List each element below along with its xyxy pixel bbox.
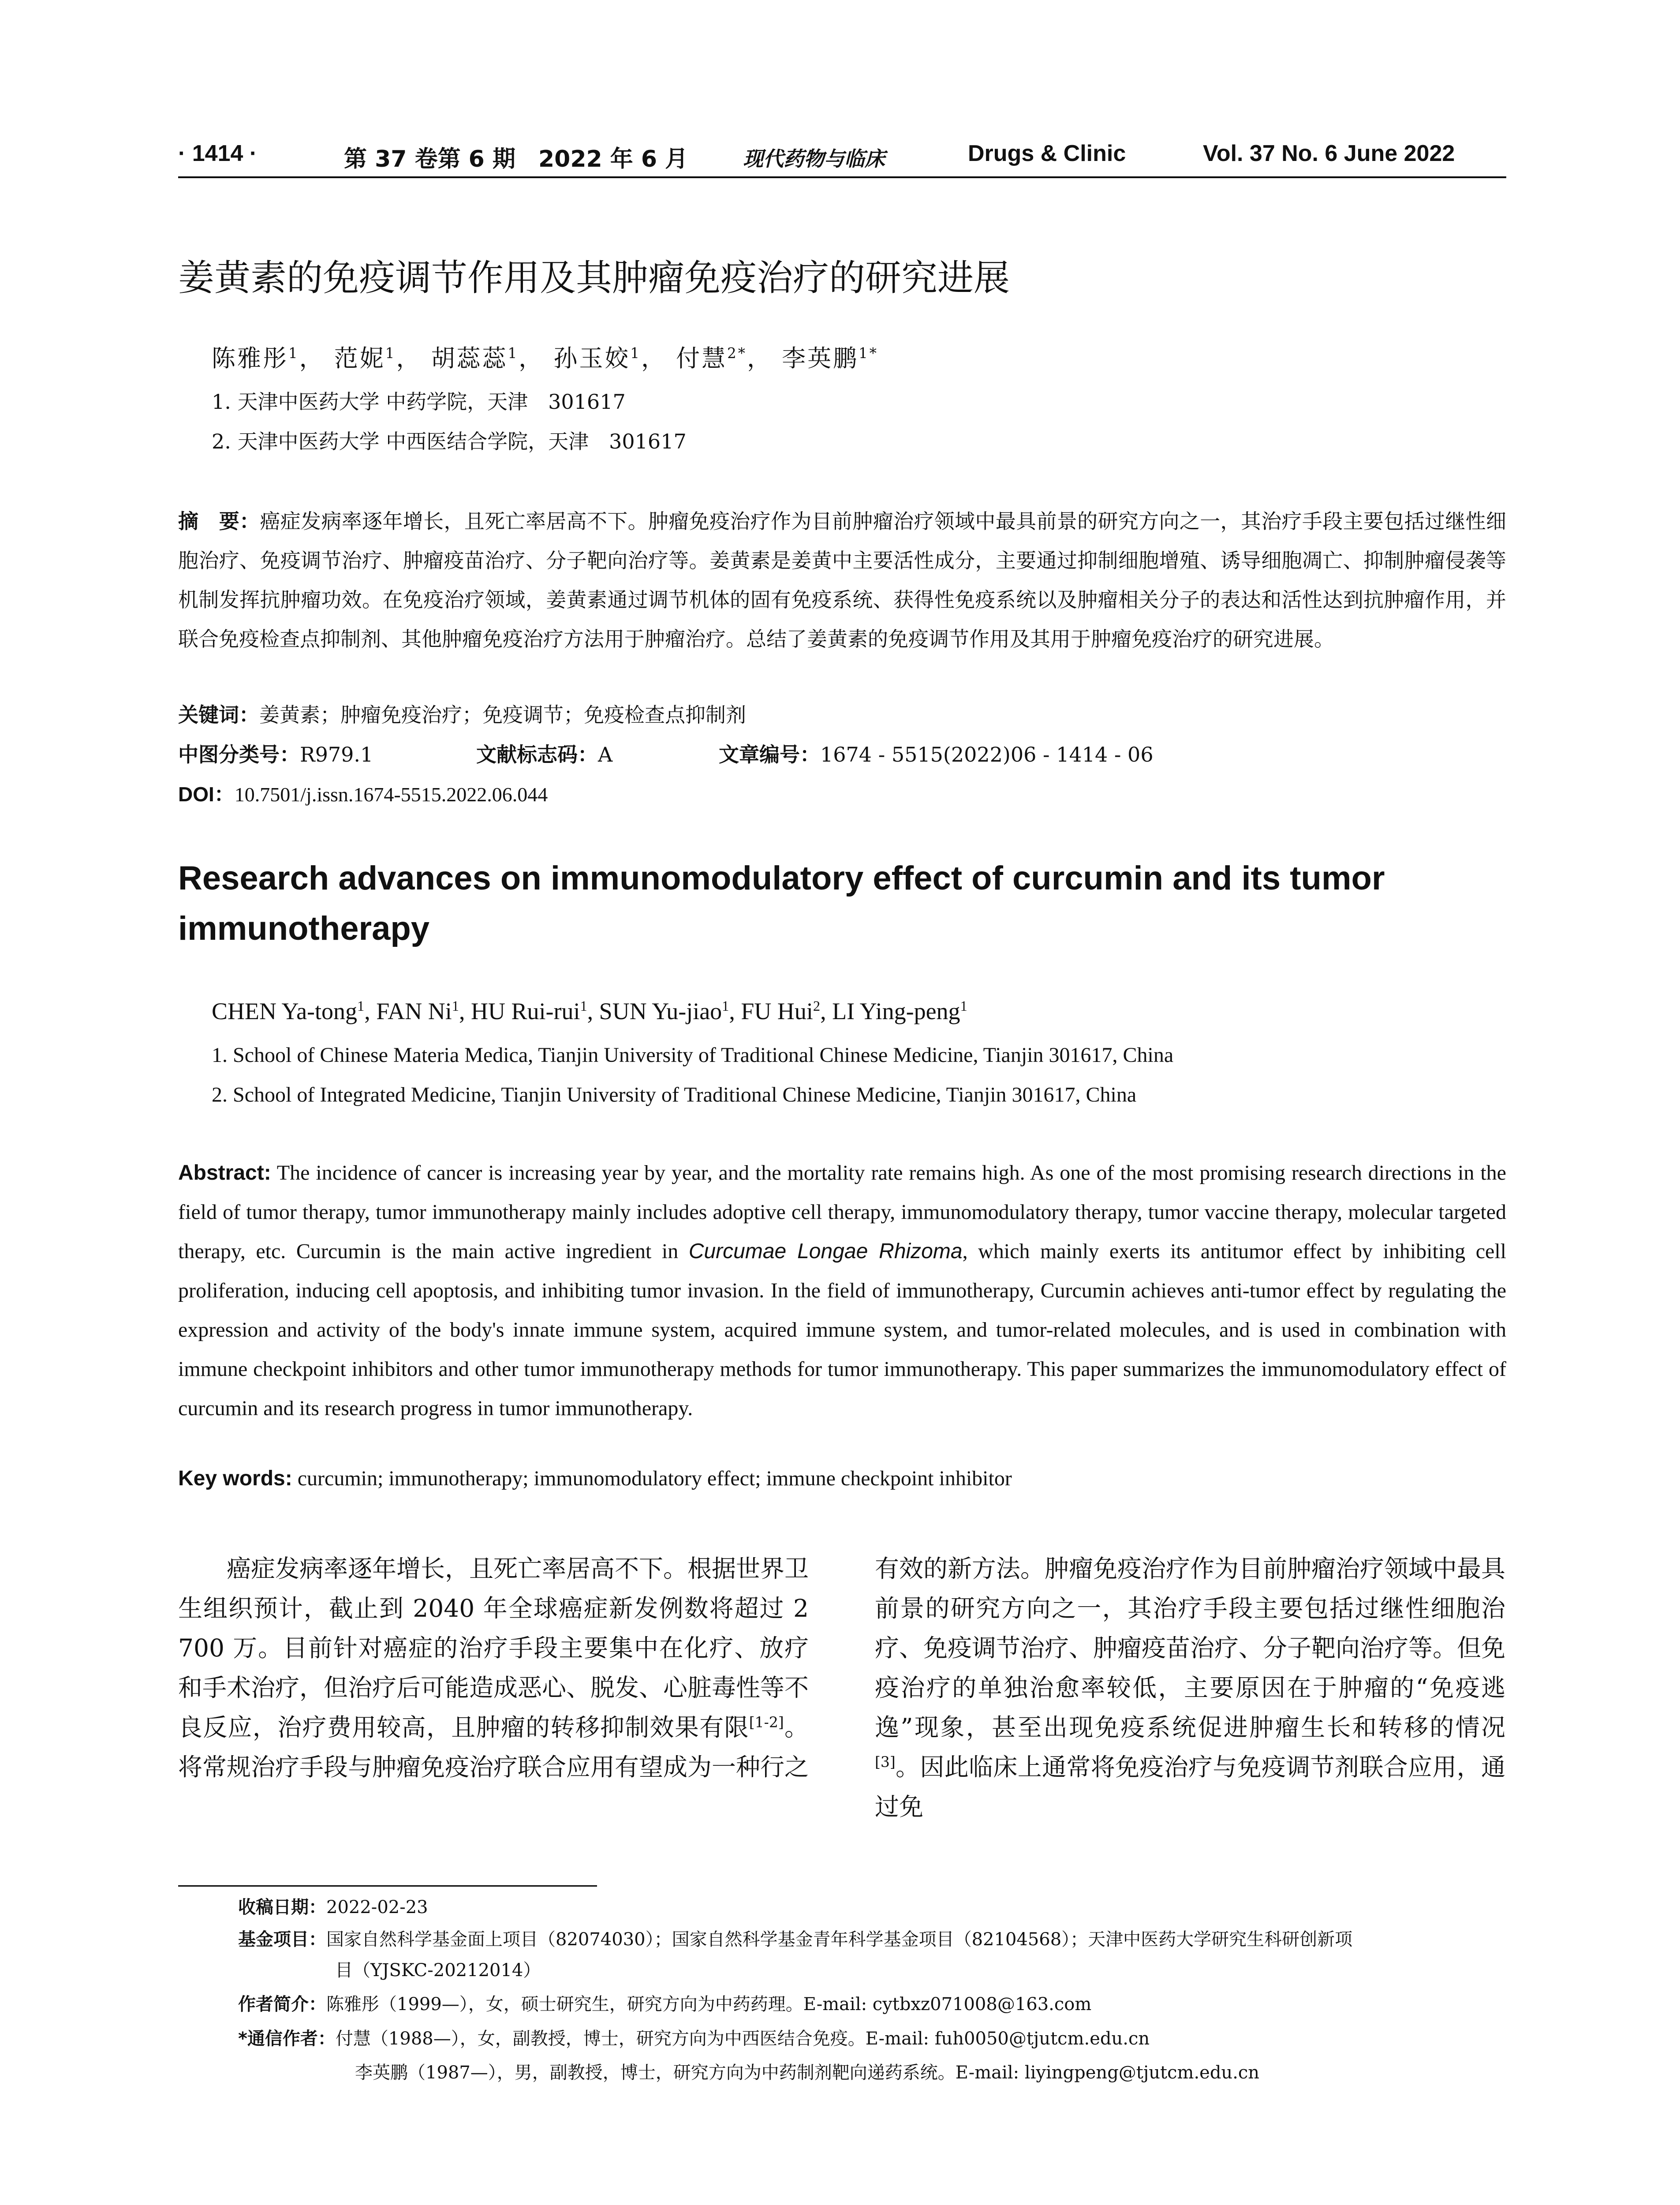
article-number-value: 1674 - 5515(2022)06 - 1414 - 06 xyxy=(820,743,1154,766)
article-number-label: 文章编号： xyxy=(719,743,820,766)
doi-value[interactable]: 10.7501/j.issn.1674-5515.2022.06.044 xyxy=(234,783,548,806)
page-number: · 1414 · xyxy=(178,141,258,166)
citation-ref[interactable]: [1-2] xyxy=(749,1713,784,1731)
author-affil-mark: 1* xyxy=(859,345,878,362)
author-info-value: 陈雅彤（1999—），女，硕士研究生，研究方向为中药药理。E-mail: cytbxz071008@163.com xyxy=(326,1994,1092,2014)
abstract-en-text-2: , which mainly exerts its antitumor effect by inhibiting cell proliferation, inducing cell apoptosis, and inhibiting tumor invasion. In the field of immunotherapy, Curcumin achieves anti-tumor effect by regulating the expression and activity of the body's innate immune system, acquired immune system, and tumor-related molecules, and is used in combination with immune checkpoint inhibitors and other tumor immunotherapy methods for tumor immunotherapy. This paper summarizes the immunomodulatory effect of curcumin and its research progress in tumor immunotherapy. xyxy=(178,1240,1507,1420)
doc-code-label: 文献标志码： xyxy=(476,743,598,766)
abstract-en-text-1: The incidence of cancer is increasing year by year, and the mortality rate remains high. As one of the most promising research directions in the field of tumor therapy, tumor immunotherapy mainly includes adoptive cell therapy, immunomodulatory therapy, tumor vaccine therapy, molecular targeted therapy, etc. Curcumin is the main active ingredient in xyxy=(178,1161,1506,1263)
keywords-en xyxy=(178,1466,1012,1491)
author-name: LI Ying-peng xyxy=(832,998,960,1024)
author-name: 范妮 xyxy=(334,344,385,372)
author-name: 付慧 xyxy=(676,344,728,372)
affiliation-en-1: 1. School of Chinese Materia Medica, Tianjin University of Traditional Chinese Medicine, Tianjin 301617, China xyxy=(212,1043,1174,1067)
author-name: CHEN Ya-tong xyxy=(212,998,358,1024)
body-left-text-2: 。将常规治疗手段与肿瘤免疫治疗联合应用有望成为一种行之 xyxy=(178,1713,809,1781)
corresponding-2: 李英鹏（1987—），男，副教授，博士，研究方向为中药制剂靶向递药系统。E-mail: liyingpeng@tjutcm.edu.cn xyxy=(355,2063,1260,2083)
author-affil-mark: 2* xyxy=(727,345,747,362)
author-name: FAN Ni xyxy=(376,998,452,1024)
author-name: 李英鹏 xyxy=(782,344,859,372)
author-affil-mark: 1 xyxy=(288,345,299,362)
abstract-en-italic-term: Curcumae Longae Rhizoma xyxy=(688,1240,963,1263)
authors-cn: 陈雅彤$^1$， 范妮$^1$， 胡蕊蕊$^1$， 孙玉姣$^1$， 付慧$^{2*}$， 李英鹏$^{1*}$ xyxy=(212,344,878,372)
keywords-cn-text: 姜黄素；肿瘤免疫治疗；免疫调节；免疫检查点抑制剂 xyxy=(259,703,746,727)
authors-en: CHEN Ya-tong$^1$, FAN Ni$^1$, HU Rui-rui$^1$, SUN Yu-jiao$^1$, FU Hui$^2$, LI Ying-peng$^1$ xyxy=(212,998,967,1024)
author-affil-mark: 1 xyxy=(385,345,396,362)
doc-code-line xyxy=(476,739,612,768)
classification-line xyxy=(178,739,373,768)
author-name: FU Hui xyxy=(741,998,813,1024)
received-label: 收稿日期： xyxy=(238,1897,326,1917)
header-rule xyxy=(178,176,1506,178)
author-name: SUN Yu-jiao xyxy=(599,998,722,1024)
abstract-en-label: Abstract: xyxy=(178,1161,271,1185)
author-affil-mark: 1 xyxy=(357,998,365,1014)
article-title-en: Research advances on immunomodulatory effect of curcumin and its tumor immunotherapy xyxy=(178,860,1385,947)
footnote-corresponding xyxy=(238,2023,1150,2054)
footnote-fund xyxy=(238,1924,1352,1955)
author-affil-mark: 1 xyxy=(452,998,459,1014)
doc-code-value: A xyxy=(598,743,613,766)
clc-label: 中图分类号： xyxy=(178,743,300,766)
corresponding-1: 付慧（1988—），女，副教授，博士，研究方向为中西医结合免疫。E-mail: fuh0050@tjutcm.edu.cn xyxy=(335,2029,1150,2049)
author-affil-mark: 1 xyxy=(960,998,967,1014)
author-info-label: 作者简介： xyxy=(238,1994,326,2014)
article-number-line xyxy=(719,739,1154,768)
abstract-cn-label: 摘 要： xyxy=(178,509,260,533)
body-right-text-1: 有效的新方法。肿瘤免疫治疗作为目前肿瘤治疗领域中最具前景的研究方向之一，其治疗手段主要包括过继性细胞治疗、免疫调节治疗、肿瘤疫苗治疗、分子靶向治疗等。但免疫治疗的单独治愈率较低，主要原因在于肿瘤的“免疫逃逸”现象，甚至出现免疫系统促进肿瘤生长和转移的情况 xyxy=(875,1555,1506,1742)
clc-value: R979.1 xyxy=(300,743,373,766)
issue-en: Vol. 37 No. 6 June 2022 xyxy=(1203,141,1455,166)
doi-label: DOI： xyxy=(178,783,235,806)
keywords-en-text: curcumin; immunotherapy; immunomodulatory effect; immune checkpoint inhibitor xyxy=(297,1467,1012,1490)
keywords-en-label: Key words: xyxy=(178,1467,292,1490)
body-left-text-1: 癌症发病率逐年增长，且死亡率居高不下。根据世界卫生组织预计，截止到 2040 年全球癌症新发例数将超过 2 700 万。目前针对癌症的治疗手段主要集中在化疗、放疗和手术治疗，但治疗后可能造成恶心、脱发、心脏毒性等不良反应，治疗费用较高，且肿瘤的转移抑制效果有限 xyxy=(178,1555,809,1742)
footnote-received xyxy=(238,1892,428,1923)
issue-cn: 第 37 卷第 6 期 2022 年 6 月 xyxy=(344,146,688,172)
footnote-author xyxy=(238,1989,1091,2020)
journal-name-cn: 现代药物与临床 xyxy=(743,147,885,171)
author-name: 胡蕊蕊 xyxy=(431,344,508,372)
fund-label: 基金项目： xyxy=(238,1929,326,1950)
affiliation-cn-2: 2. 天津中医药大学 中西医结合学院，天津 301617 xyxy=(212,430,687,453)
author-name: HU Rui-rui xyxy=(470,998,580,1024)
author-affil-mark: 1 xyxy=(630,345,641,362)
author-affil-mark: 1 xyxy=(508,345,519,362)
affiliation-en-2: 2. School of Integrated Medicine, Tianjin University of Traditional Chinese Medicine, Tianjin 301617, China xyxy=(212,1083,1137,1106)
received-value: 2022-02-23 xyxy=(326,1897,428,1917)
author-name: 孙玉姣 xyxy=(553,344,631,372)
body-column-left xyxy=(178,1549,809,1787)
abstract-en xyxy=(178,1153,1506,1428)
body-column-right xyxy=(875,1549,1505,1827)
abstract-cn xyxy=(178,502,1506,659)
keywords-cn xyxy=(178,699,746,728)
author-affil-mark: 1 xyxy=(722,998,729,1014)
article-title-cn: 姜黄素的免疫调节作用及其肿瘤免疫治疗的研究进展 xyxy=(178,257,1010,299)
author-affil-mark: 1 xyxy=(580,998,587,1014)
author-name: 陈雅彤 xyxy=(212,344,288,372)
corresponding-label: *通信作者： xyxy=(238,2029,336,2049)
author-affil-mark: 2 xyxy=(813,998,821,1014)
affiliation-cn-1: 1. 天津中医药大学 中药学院，天津 301617 xyxy=(212,390,626,414)
citation-ref[interactable]: [3] xyxy=(875,1753,896,1771)
doi-line xyxy=(178,778,548,807)
footnote-rule xyxy=(178,1885,597,1887)
keywords-cn-label: 关键词： xyxy=(178,703,259,727)
body-right-text-2: 。因此临床上通常将免疫治疗与免疫调节剂联合应用，通过免 xyxy=(875,1753,1505,1821)
fund-line-2: 目（YJSKC-20212014） xyxy=(335,1960,541,1981)
fund-line-1: 国家自然科学基金面上项目（82074030）；国家自然科学基金青年科学基金项目（82104568）；天津中医药大学研究生科研创新项 xyxy=(326,1929,1353,1950)
abstract-cn-text: 癌症发病率逐年增长，且死亡率居高不下。肿瘤免疫治疗作为目前肿瘤治疗领域中最具前景的研究方向之一，其治疗手段主要包括过继性细胞治疗、免疫调节治疗、肿瘤疫苗治疗、分子靶向治疗等。姜黄素是姜黄中主要活性成分，主要通过抑制细胞增殖、诱导细胞凋亡、抑制肿瘤侵袭等机制发挥抗肿瘤功效。在免疫治疗领域，姜黄素通过调节机体的固有免疫系统、获得性免疫系统以及肿瘤相关分子的表达和活性达到抗肿瘤作用，并联合免疫检查点抑制剂、其他肿瘤免疫治疗方法用于肿瘤治疗。总结了姜黄素的免疫调节作用及其用于肿瘤免疫治疗的研究进展。 xyxy=(178,509,1506,651)
journal-name-en: Drugs & Clinic xyxy=(968,141,1126,166)
